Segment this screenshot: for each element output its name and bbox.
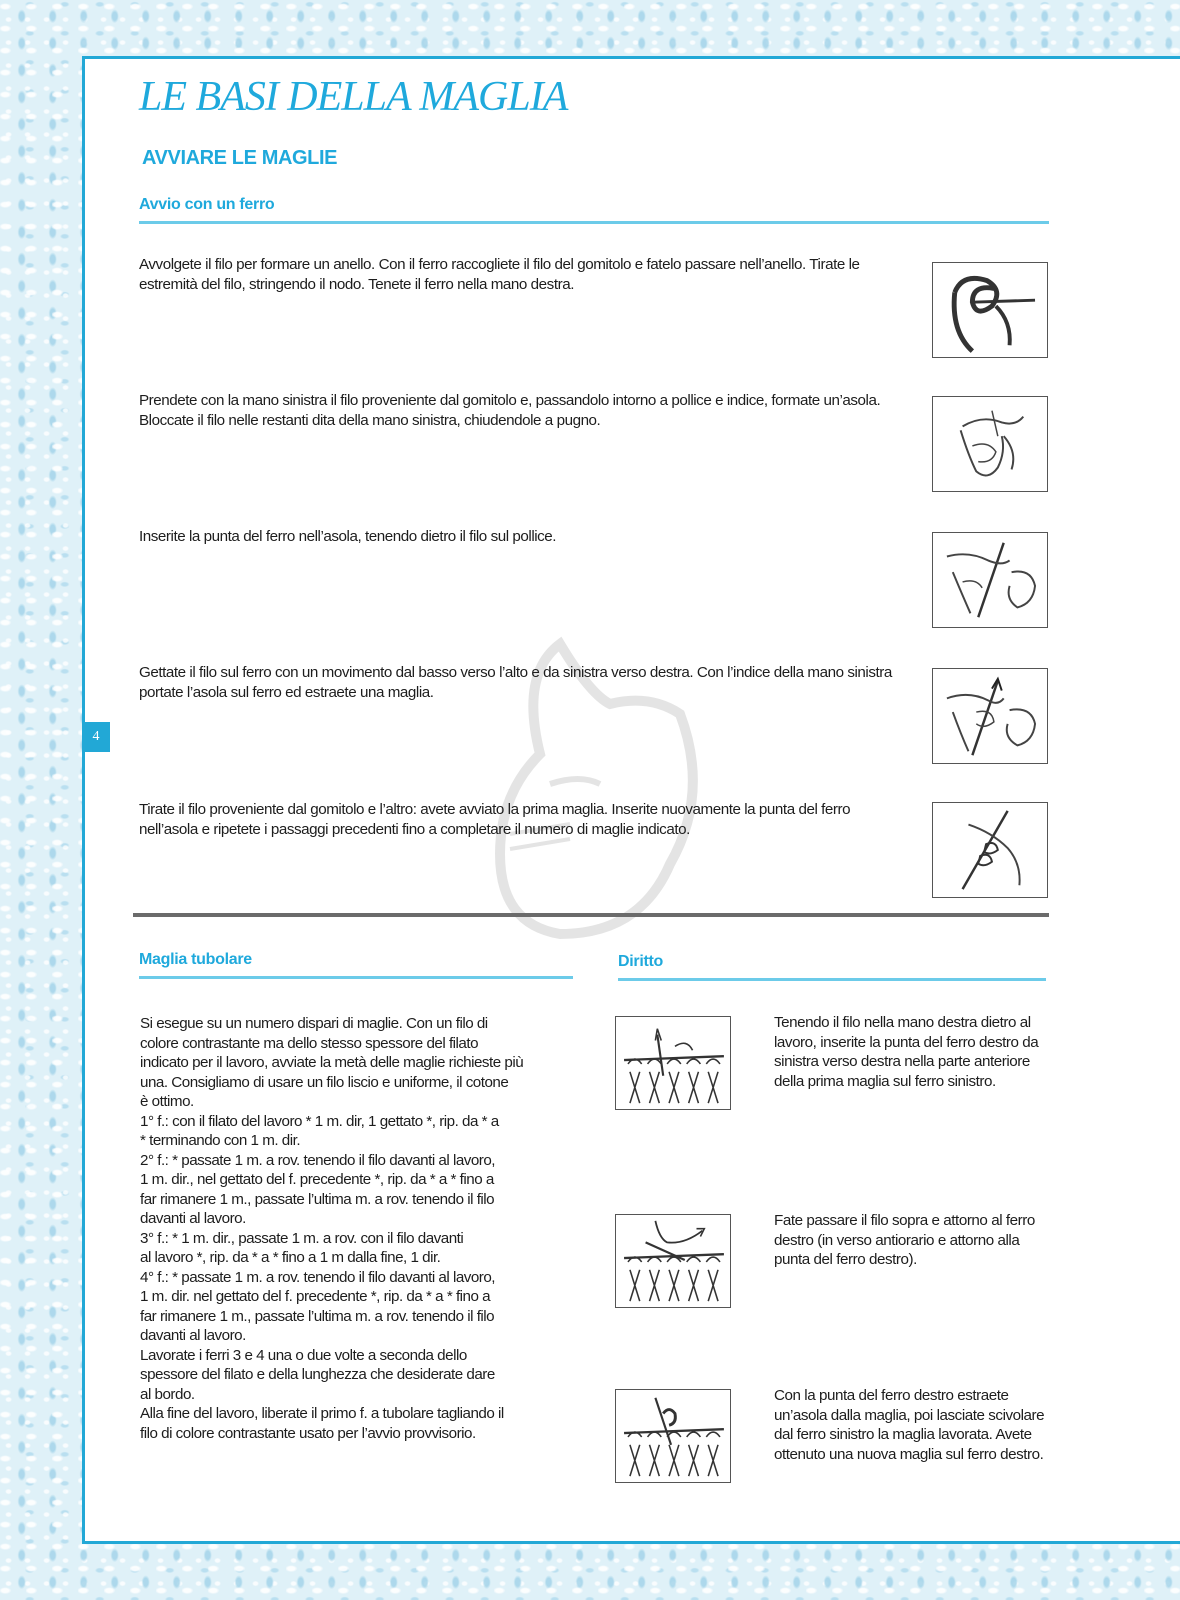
step-text-4: Gettate il filo sul ferro con un movimento dal basso verso l’alto e da sinistra verso destra. Con l’indice della mano sinistra portate l’asola sul ferro ed estraete una maglia. [139, 664, 892, 701]
diritto-step-text-1: Tenendo il filo nella mano destra dietro al lavoro, inserite la punta del ferro destro da sinistra verso destra nella parte anteriore della prima maglia sul ferro sinistro. [774, 1014, 1039, 1090]
first-stitch-icon [932, 802, 1048, 898]
tubolare-text: Si esegue su un numero dispari di maglie. Con un filo di colore contrastante ma dello stesso spessore del filato indicato per il lavoro, avviate la metà delle maglie richieste più una. Consigliamo di usare un filo liscio e uniforme, il cotone è ottimo. 1° f.: con il filato del lavoro * 1 m. dir, 1 gettato *, rip. da * a * terminando con 1 m. dir. 2° f.: * passate 1 m. a rov. tenendo il filo davanti al lavoro, 1 m. dir., nel gettato del f. precedente *, rip. da * a * fino a far rimanere 1 m., passate l’ultima m. a rov. tenendo il filo davanti al lavoro. 3° f.: * 1 m. dir., passate 1 m. a rov. con il filo davanti al lavoro *, rip. da * a * fino a 1 m dalla fine, 1 dir. 4° f.: * passate 1 m. a rov. tenendo il filo davanti al lavoro, 1 m. dir. nel gettato del f. precedente *, rip. da * a * fino a far rimanere 1 m., passate l’ultima m. a rov. tenendo il filo davanti al lavoro. Lavorate i ferri 3 e 4 una o due volte a seconda dello spessore del filato e della lunghezza che desiderate dare al bordo. Alla fine del lavoro, liberate il primo f. a tubolare tagliando il filo di colore contrastante usato per l’avvio provvisorio. [140, 1015, 524, 1442]
section-divider [133, 913, 1049, 917]
tubolare-rule [139, 976, 573, 979]
page-sheet [82, 56, 1180, 1544]
page-number: 4 [82, 722, 110, 752]
subsection-rule [139, 221, 1049, 224]
knit-pull-icon [615, 1389, 731, 1483]
diritto-step-text-2: Fate passare il filo sopra e attorno al ferro destro (in verso antiorario e attorno alla punta del ferro destro). [774, 1212, 1035, 1268]
yarn-over-icon [932, 668, 1048, 764]
knit-insert-icon [615, 1016, 731, 1110]
page-title: LE BASI DELLA MAGLIA [139, 74, 568, 120]
diritto-rule [618, 978, 1046, 981]
step-text-1: Avvolgete il filo per formare un anello. Con il ferro raccogliete il filo del gomitolo e fatelo passare nell’anello. Tirate le estremità del filo, stringendo il nodo. Tenete il ferro nella mano destra. [139, 256, 860, 293]
diritto-step-text-3: Con la punta del ferro destro estraete un’asola dalla maglia, poi lasciate scivolare dal ferro sinistro la maglia lavorata. Avete ottenuto una nuova maglia sul ferro destro. [774, 1387, 1045, 1463]
subsection-title-diritto: Diritto [618, 953, 664, 970]
step-text-5: Tirate il filo proveniente dal gomitolo e l’altro: avete avviato la prima maglia. Inserite nuovamente la punta del ferro nell’asola e ripetete i passaggi precedenti fino a completare il numero di maglie indicato. [139, 801, 851, 838]
step-text-2: Prendete con la mano sinistra il filo proveniente dal gomitolo e, passandolo intorno a pollice e indice, formate un’asola. Bloccate il filo nelle restanti dita della mano sinistra, chiudendole a pugno. [139, 392, 881, 429]
knit-wrap-icon [615, 1214, 731, 1308]
slip-knot-icon [932, 262, 1048, 358]
needle-insert-icon [932, 532, 1048, 628]
hand-loop-icon [932, 396, 1048, 492]
section-title: AVVIARE LE MAGLIE [142, 147, 338, 169]
subsection-title-tubolare: Maglia tubolare [139, 951, 252, 968]
step-text-3: Inserite la punta del ferro nell’asola, tenendo dietro il filo sul pollice. [139, 528, 557, 545]
subsection-title-avvio: Avvio con un ferro [139, 196, 275, 213]
